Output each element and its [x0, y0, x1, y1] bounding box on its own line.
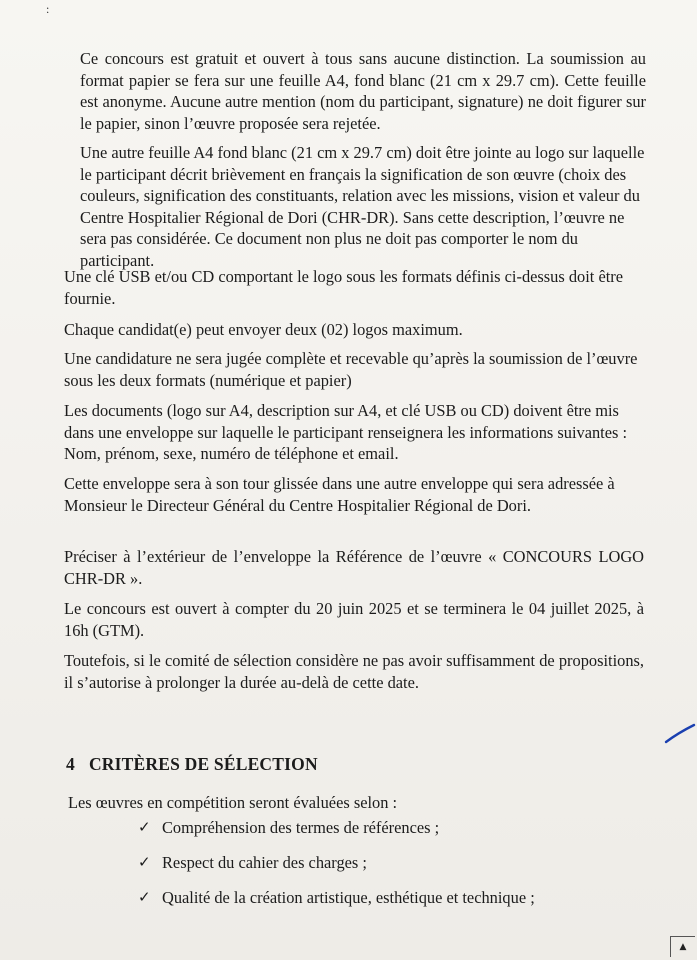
section-heading: [66, 754, 318, 775]
list-item: [138, 818, 535, 853]
criterion-text: Compréhension des termes de références ;: [162, 818, 440, 837]
checkmark-icon: ✓: [138, 888, 151, 906]
criteria-list: [138, 818, 535, 923]
section-number: 4: [66, 754, 75, 774]
paragraph-completeness: Une candidature ne sera jugée complète et recevable qu’après la soumission de l’œuvre sous les deux formats (numérique et papier): [64, 349, 638, 390]
checkmark-icon: ✓: [138, 818, 151, 836]
criterion-text: Qualité de la création artistique, esthétique et technique ;: [162, 888, 535, 907]
corner-triangle-icon: ▲: [670, 936, 695, 957]
paragraph-outer-envelope: Cette enveloppe sera à son tour glissée dans une autre enveloppe qui sera adressée à Monsieur le Directeur Général du Centre Hospitalier Régional de Dori.: [64, 474, 615, 515]
paragraph-extension: Toutefois, si le comité de sélection considère ne pas avoir suffisamment de propositions, il s’autorise à prolonger la durée au-delà de cette date.: [64, 651, 644, 692]
paragraph-envelope-info: Les documents (logo sur A4, description sur A4, et clé USB ou CD) doivent être mis dans une enveloppe sur laquelle le participant renseignera les informations suivantes : Nom, prénom, sexe, numéro de téléphone et email.: [64, 401, 628, 463]
paragraph-description-sheet: Une autre feuille A4 fond blanc (21 cm x 29.7 cm) doit être jointe au logo sur laquelle le participant décrit brièvement en français la signification de son œuvre (choix des couleurs, signification des constituants, relation avec les missions, vision et valeur du Centre Hospitalier Régional de Dori (CHR-DR). Sans cette description, l’œuvre ne sera pas considérée. Ce document non plus ne doit pas comporter le nom du participant.: [80, 143, 645, 270]
checkmark-icon: ✓: [138, 853, 151, 871]
paragraph-reference: Préciser à l’extérieur de l’enveloppe la Référence de l’œuvre « CONCOURS LOGO CHR-DR ».: [64, 547, 644, 588]
scan-mark: :: [46, 2, 50, 16]
paragraph-max-logos: Chaque candidat(e) peut envoyer deux (02) logos maximum.: [64, 320, 463, 339]
list-item: [138, 853, 535, 888]
criterion-text: Respect du cahier des charges ;: [162, 853, 367, 872]
paragraph-usb-cd: Une clé USB et/ou CD comportant le logo sous les formats définis ci-dessus doit être fournie.: [64, 267, 624, 308]
paragraph-free-contest: Ce concours est gratuit et ouvert à tous sans aucune distinction. La soumission au format papier se fera sur une feuille A4, fond blanc (21 cm x 29.7 cm). Cette feuille est anonyme. Aucune autre mention (nom du participant, signature) ne doit figurer sur le papier, sinon l’œuvre proposée sera rejetée.: [80, 49, 646, 133]
section-title: CRITÈRES DE SÉLECTION: [88, 754, 318, 774]
list-item: [138, 888, 535, 923]
paragraph-dates: Le concours est ouvert à compter du 20 juin 2025 et se terminera le 04 juillet 2025, à 16h (GTM).: [64, 599, 644, 640]
pen-mark: [664, 722, 696, 746]
section-intro: Les œuvres en compétition seront évaluées selon :: [68, 793, 398, 812]
